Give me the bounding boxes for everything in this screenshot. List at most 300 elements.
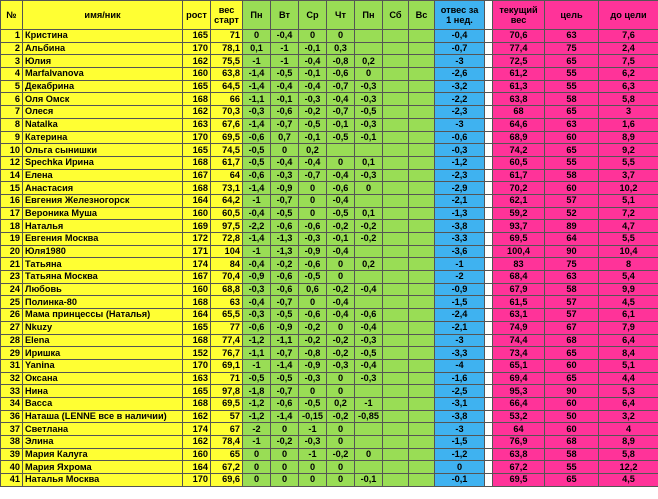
cell-sat[interactable] xyxy=(383,321,409,334)
cell-wed[interactable]: -0,2 xyxy=(299,321,327,334)
cell-to-goal[interactable]: 5,1 xyxy=(599,194,658,207)
table-row[interactable] xyxy=(1,245,658,258)
cell-wed[interactable]: 0 xyxy=(299,182,327,195)
cell-current-weight[interactable]: 67,9 xyxy=(493,283,545,296)
cell-goal[interactable]: 65 xyxy=(545,372,599,385)
cell-thu[interactable]: 0 xyxy=(327,156,355,169)
cell-height[interactable]: 170 xyxy=(183,131,211,144)
cell-mon[interactable]: -1,4 xyxy=(243,118,271,131)
table-row[interactable] xyxy=(1,80,658,93)
cell-height[interactable]: 169 xyxy=(183,220,211,233)
cell-tue[interactable]: 0 xyxy=(271,474,299,487)
cell-mon[interactable]: -0,5 xyxy=(243,372,271,385)
cell-mon[interactable]: -1,4 xyxy=(243,182,271,195)
cell-sat[interactable] xyxy=(383,271,409,284)
cell-thu[interactable]: -0,2 xyxy=(327,334,355,347)
cell-current-weight[interactable]: 68,4 xyxy=(493,271,545,284)
table-row[interactable] xyxy=(1,385,658,398)
cell-name[interactable]: Natalka xyxy=(23,118,183,131)
cell-thu[interactable]: -0,5 xyxy=(327,131,355,144)
cell-tue[interactable]: -0,5 xyxy=(271,309,299,322)
cell-goal[interactable]: 75 xyxy=(545,258,599,271)
cell-sun[interactable] xyxy=(409,118,435,131)
cell-week-loss[interactable]: -2,5 xyxy=(435,385,485,398)
cell-week-loss[interactable]: -3,2 xyxy=(435,80,485,93)
cell-num[interactable]: 4 xyxy=(1,68,23,81)
cell-to-goal[interactable]: 4,5 xyxy=(599,474,658,487)
cell-goal[interactable]: 67 xyxy=(545,321,599,334)
cell-current-weight[interactable]: 64 xyxy=(493,423,545,436)
cell-current-weight[interactable]: 72,5 xyxy=(493,55,545,68)
cell-sun[interactable] xyxy=(409,68,435,81)
table-row[interactable] xyxy=(1,321,658,334)
cell-fri[interactable]: 0,1 xyxy=(355,207,383,220)
cell-height[interactable]: 168 xyxy=(183,182,211,195)
cell-start-weight[interactable]: 70,3 xyxy=(211,106,243,119)
cell-num[interactable]: 41 xyxy=(1,474,23,487)
cell-num[interactable]: 23 xyxy=(1,271,23,284)
cell-goal[interactable]: 57 xyxy=(545,296,599,309)
cell-start-weight[interactable]: 63,8 xyxy=(211,68,243,81)
cell-start-weight[interactable]: 72,8 xyxy=(211,233,243,246)
cell-mon[interactable]: -1 xyxy=(243,436,271,449)
cell-name[interactable]: Юлия xyxy=(23,55,183,68)
cell-height[interactable]: 171 xyxy=(183,245,211,258)
cell-wed[interactable]: -0,3 xyxy=(299,372,327,385)
cell-goal[interactable]: 63 xyxy=(545,118,599,131)
cell-to-goal[interactable]: 12,2 xyxy=(599,461,658,474)
cell-goal[interactable]: 60 xyxy=(545,359,599,372)
cell-sun[interactable] xyxy=(409,372,435,385)
cell-tue[interactable]: -0,7 xyxy=(271,385,299,398)
cell-height[interactable]: 160 xyxy=(183,283,211,296)
cell-num[interactable]: 24 xyxy=(1,283,23,296)
cell-thu[interactable]: -0,2 xyxy=(327,410,355,423)
cell-num[interactable]: 17 xyxy=(1,207,23,220)
cell-start-weight[interactable]: 77,4 xyxy=(211,334,243,347)
cell-fri[interactable]: -0,4 xyxy=(355,283,383,296)
cell-to-goal[interactable]: 3 xyxy=(599,106,658,119)
cell-goal[interactable]: 60 xyxy=(545,182,599,195)
cell-to-goal[interactable]: 7,2 xyxy=(599,207,658,220)
cell-tue[interactable]: -0,7 xyxy=(271,118,299,131)
cell-sun[interactable] xyxy=(409,271,435,284)
cell-sun[interactable] xyxy=(409,359,435,372)
cell-wed[interactable]: -0,1 xyxy=(299,131,327,144)
cell-fri[interactable]: -0,4 xyxy=(355,321,383,334)
cell-name[interactable]: Мария Яхрома xyxy=(23,461,183,474)
cell-goal[interactable]: 55 xyxy=(545,68,599,81)
cell-goal[interactable]: 58 xyxy=(545,283,599,296)
cell-sun[interactable] xyxy=(409,93,435,106)
cell-mon[interactable]: -1 xyxy=(243,359,271,372)
cell-goal[interactable]: 89 xyxy=(545,220,599,233)
cell-start-weight[interactable]: 76,7 xyxy=(211,347,243,360)
cell-goal[interactable]: 65 xyxy=(545,106,599,119)
cell-fri[interactable]: -0,3 xyxy=(355,169,383,182)
cell-current-weight[interactable]: 61,2 xyxy=(493,68,545,81)
cell-name[interactable]: Оля Омск xyxy=(23,93,183,106)
cell-tue[interactable]: -1,3 xyxy=(271,233,299,246)
cell-sun[interactable] xyxy=(409,220,435,233)
cell-num[interactable]: 33 xyxy=(1,385,23,398)
cell-num[interactable]: 29 xyxy=(1,347,23,360)
cell-start-weight[interactable]: 104 xyxy=(211,245,243,258)
table-row[interactable] xyxy=(1,436,658,449)
cell-current-weight[interactable]: 61,3 xyxy=(493,80,545,93)
cell-mon[interactable]: -1,4 xyxy=(243,233,271,246)
cell-sun[interactable] xyxy=(409,296,435,309)
table-row[interactable] xyxy=(1,410,658,423)
cell-thu[interactable]: -0,4 xyxy=(327,169,355,182)
cell-mon[interactable]: 0 xyxy=(243,448,271,461)
cell-thu[interactable]: -0,5 xyxy=(327,207,355,220)
cell-tue[interactable]: -1,1 xyxy=(271,334,299,347)
cell-mon[interactable]: -1,2 xyxy=(243,334,271,347)
cell-to-goal[interactable]: 6,3 xyxy=(599,80,658,93)
cell-sun[interactable] xyxy=(409,334,435,347)
cell-mon[interactable]: -0,3 xyxy=(243,106,271,119)
cell-tue[interactable]: -0,6 xyxy=(271,283,299,296)
cell-fri[interactable]: -0,1 xyxy=(355,474,383,487)
cell-sat[interactable] xyxy=(383,296,409,309)
cell-mon[interactable]: -1,2 xyxy=(243,397,271,410)
table-row[interactable] xyxy=(1,194,658,207)
cell-thu[interactable]: 0 xyxy=(327,258,355,271)
cell-goal[interactable]: 58 xyxy=(545,93,599,106)
cell-mon[interactable]: -1 xyxy=(243,55,271,68)
cell-start-weight[interactable]: 69,6 xyxy=(211,474,243,487)
cell-height[interactable]: 152 xyxy=(183,347,211,360)
cell-week-loss[interactable]: -3,6 xyxy=(435,245,485,258)
cell-tue[interactable]: -0,7 xyxy=(271,296,299,309)
table-row[interactable] xyxy=(1,258,658,271)
cell-goal[interactable]: 90 xyxy=(545,245,599,258)
cell-wed[interactable]: -0,3 xyxy=(299,233,327,246)
cell-height[interactable]: 163 xyxy=(183,372,211,385)
cell-mon[interactable]: -2 xyxy=(243,423,271,436)
cell-wed[interactable]: -0,7 xyxy=(299,169,327,182)
cell-num[interactable]: 8 xyxy=(1,118,23,131)
cell-name[interactable]: Елена xyxy=(23,169,183,182)
cell-height[interactable]: 160 xyxy=(183,448,211,461)
cell-height[interactable]: 168 xyxy=(183,296,211,309)
cell-sat[interactable] xyxy=(383,410,409,423)
cell-sat[interactable] xyxy=(383,334,409,347)
cell-height[interactable]: 168 xyxy=(183,156,211,169)
cell-name[interactable]: Вероника Муша xyxy=(23,207,183,220)
cell-sun[interactable] xyxy=(409,182,435,195)
cell-fri[interactable]: 0,2 xyxy=(355,258,383,271)
cell-to-goal[interactable]: 9,9 xyxy=(599,283,658,296)
cell-tue[interactable]: -1 xyxy=(271,42,299,55)
cell-name[interactable]: Наталья Москва xyxy=(23,474,183,487)
cell-name[interactable]: Мария Калуга xyxy=(23,448,183,461)
cell-wed[interactable]: -0,5 xyxy=(299,271,327,284)
cell-goal[interactable]: 60 xyxy=(545,397,599,410)
cell-tue[interactable]: -1 xyxy=(271,55,299,68)
cell-tue[interactable]: 0 xyxy=(271,423,299,436)
cell-week-loss[interactable]: -2,3 xyxy=(435,106,485,119)
table-row[interactable] xyxy=(1,30,658,43)
cell-start-weight[interactable]: 68,8 xyxy=(211,283,243,296)
cell-thu[interactable]: -0,2 xyxy=(327,220,355,233)
cell-wed[interactable]: -0,1 xyxy=(299,42,327,55)
cell-goal[interactable]: 68 xyxy=(545,334,599,347)
cell-to-goal[interactable]: 3,7 xyxy=(599,169,658,182)
cell-wed[interactable]: -0,3 xyxy=(299,93,327,106)
cell-height[interactable]: 170 xyxy=(183,474,211,487)
cell-sun[interactable] xyxy=(409,106,435,119)
table-row[interactable] xyxy=(1,372,658,385)
cell-sun[interactable] xyxy=(409,461,435,474)
cell-tue[interactable]: -0,2 xyxy=(271,436,299,449)
table-row[interactable] xyxy=(1,42,658,55)
cell-to-goal[interactable]: 8 xyxy=(599,258,658,271)
cell-fri[interactable] xyxy=(355,144,383,157)
cell-mon[interactable]: -1 xyxy=(243,245,271,258)
cell-num[interactable]: 18 xyxy=(1,220,23,233)
cell-sat[interactable] xyxy=(383,144,409,157)
cell-sun[interactable] xyxy=(409,347,435,360)
cell-height[interactable]: 165 xyxy=(183,385,211,398)
cell-fri[interactable]: -0,3 xyxy=(355,372,383,385)
cell-sat[interactable] xyxy=(383,436,409,449)
cell-to-goal[interactable]: 8,4 xyxy=(599,347,658,360)
cell-current-weight[interactable]: 65,1 xyxy=(493,359,545,372)
cell-week-loss[interactable]: -1,3 xyxy=(435,207,485,220)
cell-current-weight[interactable]: 61,7 xyxy=(493,169,545,182)
cell-to-goal[interactable]: 4,5 xyxy=(599,296,658,309)
cell-sun[interactable] xyxy=(409,207,435,220)
cell-goal[interactable]: 60 xyxy=(545,131,599,144)
cell-current-weight[interactable]: 53,2 xyxy=(493,410,545,423)
cell-thu[interactable]: -0,3 xyxy=(327,359,355,372)
cell-tue[interactable]: -0,5 xyxy=(271,372,299,385)
cell-week-loss[interactable]: -2 xyxy=(435,271,485,284)
cell-sat[interactable] xyxy=(383,182,409,195)
cell-week-loss[interactable]: -0,3 xyxy=(435,144,485,157)
cell-sun[interactable] xyxy=(409,30,435,43)
cell-name[interactable]: Yanina xyxy=(23,359,183,372)
cell-name[interactable]: Оксана xyxy=(23,372,183,385)
cell-mon[interactable]: -1,4 xyxy=(243,80,271,93)
cell-mon[interactable]: -0,3 xyxy=(243,309,271,322)
cell-mon[interactable]: -0,4 xyxy=(243,296,271,309)
cell-tue[interactable]: -0,4 xyxy=(271,30,299,43)
cell-fri[interactable] xyxy=(355,30,383,43)
cell-mon[interactable]: -2,2 xyxy=(243,220,271,233)
cell-sun[interactable] xyxy=(409,436,435,449)
cell-tue[interactable]: -0,6 xyxy=(271,271,299,284)
cell-fri[interactable]: 0 xyxy=(355,182,383,195)
cell-num[interactable]: 12 xyxy=(1,156,23,169)
cell-num[interactable]: 20 xyxy=(1,245,23,258)
cell-thu[interactable]: 0 xyxy=(327,271,355,284)
cell-height[interactable]: 174 xyxy=(183,258,211,271)
cell-sun[interactable] xyxy=(409,321,435,334)
cell-num[interactable]: 19 xyxy=(1,233,23,246)
cell-height[interactable]: 162 xyxy=(183,436,211,449)
cell-to-goal[interactable]: 5,8 xyxy=(599,448,658,461)
cell-start-weight[interactable]: 67 xyxy=(211,423,243,436)
cell-tue[interactable]: -0,2 xyxy=(271,258,299,271)
cell-thu[interactable]: 0 xyxy=(327,385,355,398)
cell-wed[interactable]: -0,6 xyxy=(299,258,327,271)
cell-sat[interactable] xyxy=(383,220,409,233)
cell-mon[interactable]: -0,6 xyxy=(243,321,271,334)
cell-goal[interactable]: 90 xyxy=(545,385,599,398)
cell-week-loss[interactable]: -1,6 xyxy=(435,372,485,385)
cell-mon[interactable]: -0,9 xyxy=(243,271,271,284)
cell-to-goal[interactable]: 9,2 xyxy=(599,144,658,157)
cell-start-weight[interactable]: 71 xyxy=(211,372,243,385)
cell-height[interactable]: 160 xyxy=(183,68,211,81)
cell-fri[interactable]: -0,3 xyxy=(355,93,383,106)
cell-current-weight[interactable]: 74,2 xyxy=(493,144,545,157)
cell-current-weight[interactable]: 62,1 xyxy=(493,194,545,207)
cell-wed[interactable]: 0 xyxy=(299,194,327,207)
cell-to-goal[interactable]: 5,5 xyxy=(599,156,658,169)
cell-to-goal[interactable]: 4 xyxy=(599,423,658,436)
cell-num[interactable]: 36 xyxy=(1,410,23,423)
cell-wed[interactable]: 0 xyxy=(299,207,327,220)
cell-sat[interactable] xyxy=(383,207,409,220)
cell-thu[interactable]: 0 xyxy=(327,423,355,436)
cell-fri[interactable]: 0 xyxy=(355,448,383,461)
cell-start-weight[interactable]: 67,2 xyxy=(211,461,243,474)
cell-height[interactable]: 168 xyxy=(183,93,211,106)
cell-wed[interactable]: 0,2 xyxy=(299,144,327,157)
cell-mon[interactable]: -1,2 xyxy=(243,410,271,423)
cell-sat[interactable] xyxy=(383,359,409,372)
cell-mon[interactable]: -0,4 xyxy=(243,207,271,220)
cell-week-loss[interactable]: -3 xyxy=(435,423,485,436)
cell-fri[interactable] xyxy=(355,194,383,207)
cell-fri[interactable] xyxy=(355,423,383,436)
cell-sun[interactable] xyxy=(409,410,435,423)
cell-sat[interactable] xyxy=(383,283,409,296)
cell-wed[interactable]: -0,15 xyxy=(299,410,327,423)
cell-thu[interactable]: 0,3 xyxy=(327,42,355,55)
cell-week-loss[interactable]: -2,2 xyxy=(435,93,485,106)
cell-start-weight[interactable]: 64 xyxy=(211,169,243,182)
cell-sat[interactable] xyxy=(383,448,409,461)
cell-name[interactable]: Любовь xyxy=(23,283,183,296)
cell-name[interactable]: Декабрина xyxy=(23,80,183,93)
cell-week-loss[interactable]: -3,8 xyxy=(435,220,485,233)
cell-sun[interactable] xyxy=(409,131,435,144)
cell-goal[interactable]: 75 xyxy=(545,42,599,55)
cell-sat[interactable] xyxy=(383,245,409,258)
cell-height[interactable]: 165 xyxy=(183,80,211,93)
cell-week-loss[interactable]: -3 xyxy=(435,118,485,131)
cell-num[interactable]: 16 xyxy=(1,194,23,207)
cell-name[interactable]: Татьяна Москва xyxy=(23,271,183,284)
cell-current-weight[interactable]: 70,6 xyxy=(493,30,545,43)
cell-fri[interactable] xyxy=(355,461,383,474)
cell-tue[interactable]: 0 xyxy=(271,448,299,461)
cell-name[interactable]: Васса xyxy=(23,397,183,410)
cell-week-loss[interactable]: -2,3 xyxy=(435,169,485,182)
cell-goal[interactable]: 52 xyxy=(545,207,599,220)
cell-goal[interactable]: 65 xyxy=(545,144,599,157)
cell-to-goal[interactable]: 2,4 xyxy=(599,42,658,55)
cell-height[interactable]: 174 xyxy=(183,423,211,436)
cell-goal[interactable]: 63 xyxy=(545,30,599,43)
table-row[interactable] xyxy=(1,131,658,144)
cell-wed[interactable]: -0,5 xyxy=(299,118,327,131)
cell-tue[interactable]: -0,5 xyxy=(271,207,299,220)
cell-start-weight[interactable]: 78,4 xyxy=(211,436,243,449)
cell-current-weight[interactable]: 70,2 xyxy=(493,182,545,195)
cell-thu[interactable]: -0,4 xyxy=(327,245,355,258)
cell-to-goal[interactable]: 3,2 xyxy=(599,410,658,423)
cell-fri[interactable]: -0,2 xyxy=(355,233,383,246)
table-row[interactable] xyxy=(1,55,658,68)
cell-start-weight[interactable]: 97,8 xyxy=(211,385,243,398)
cell-wed[interactable]: -0,4 xyxy=(299,156,327,169)
cell-name[interactable]: Spechka Ирина xyxy=(23,156,183,169)
cell-wed[interactable]: -0,2 xyxy=(299,334,327,347)
cell-num[interactable]: 34 xyxy=(1,397,23,410)
cell-fri[interactable]: -0,4 xyxy=(355,359,383,372)
cell-height[interactable]: 170 xyxy=(183,42,211,55)
cell-mon[interactable]: -0,4 xyxy=(243,258,271,271)
cell-wed[interactable]: 0 xyxy=(299,30,327,43)
cell-mon[interactable]: -1,1 xyxy=(243,347,271,360)
cell-mon[interactable]: -1,4 xyxy=(243,68,271,81)
cell-sat[interactable] xyxy=(383,461,409,474)
cell-mon[interactable]: -0,3 xyxy=(243,283,271,296)
cell-week-loss[interactable]: -0,6 xyxy=(435,131,485,144)
cell-thu[interactable]: 0 xyxy=(327,321,355,334)
cell-week-loss[interactable]: -3,1 xyxy=(435,397,485,410)
cell-wed[interactable]: -0,6 xyxy=(299,220,327,233)
cell-sat[interactable] xyxy=(383,42,409,55)
cell-height[interactable]: 165 xyxy=(183,30,211,43)
cell-sat[interactable] xyxy=(383,397,409,410)
table-row[interactable] xyxy=(1,144,658,157)
cell-goal[interactable]: 57 xyxy=(545,194,599,207)
cell-thu[interactable]: 0 xyxy=(327,474,355,487)
cell-goal[interactable]: 57 xyxy=(545,309,599,322)
cell-thu[interactable]: 0 xyxy=(327,436,355,449)
cell-name[interactable]: Светлана xyxy=(23,423,183,436)
cell-wed[interactable]: 0 xyxy=(299,296,327,309)
cell-name[interactable]: Нина xyxy=(23,385,183,398)
cell-num[interactable]: 25 xyxy=(1,296,23,309)
cell-to-goal[interactable]: 6,4 xyxy=(599,397,658,410)
cell-start-weight[interactable]: 97,5 xyxy=(211,220,243,233)
cell-mon[interactable]: 0 xyxy=(243,461,271,474)
cell-sun[interactable] xyxy=(409,385,435,398)
cell-num[interactable]: 40 xyxy=(1,461,23,474)
cell-name[interactable]: Наташа (LENNE все в наличии) xyxy=(23,410,183,423)
cell-num[interactable]: 7 xyxy=(1,106,23,119)
cell-name[interactable]: Олеся xyxy=(23,106,183,119)
cell-goal[interactable]: 65 xyxy=(545,347,599,360)
table-row[interactable] xyxy=(1,283,658,296)
cell-sun[interactable] xyxy=(409,397,435,410)
cell-sun[interactable] xyxy=(409,42,435,55)
table-row[interactable] xyxy=(1,347,658,360)
cell-sun[interactable] xyxy=(409,156,435,169)
cell-fri[interactable] xyxy=(355,245,383,258)
cell-tue[interactable]: -0,4 xyxy=(271,156,299,169)
cell-to-goal[interactable]: 7,9 xyxy=(599,321,658,334)
cell-sat[interactable] xyxy=(383,93,409,106)
